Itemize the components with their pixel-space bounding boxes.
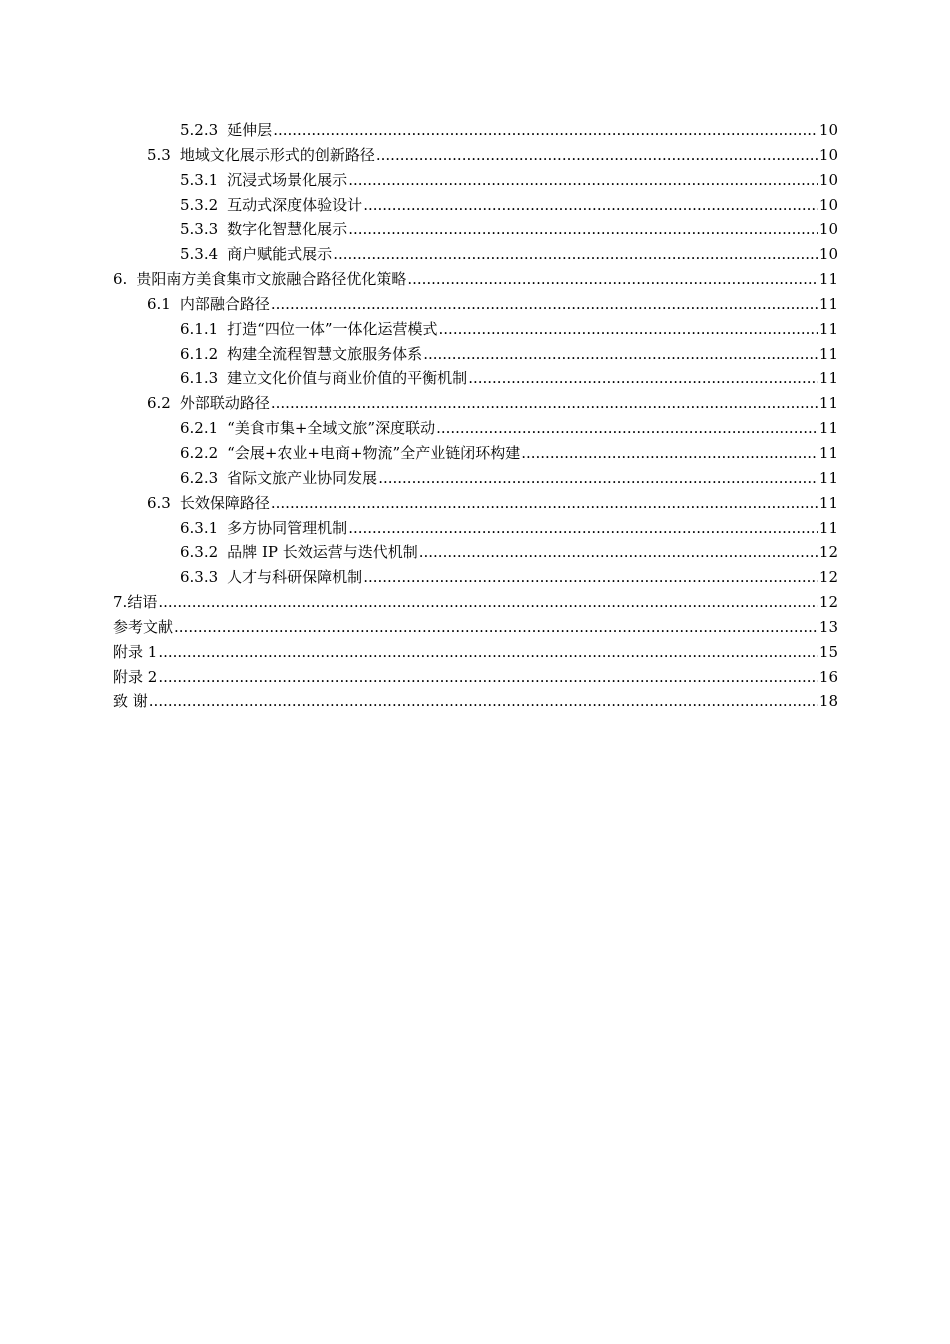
toc-entry-title: 人才与科研保障机制: [227, 568, 363, 587]
toc-entry-page-number: 10: [818, 170, 838, 189]
toc-entry-page-number: 11: [818, 369, 838, 388]
toc-entry-title: 沉浸式场景化展示: [227, 170, 348, 189]
toc-dot-leader: [273, 118, 818, 143]
toc-entry[interactable]: [113, 441, 838, 466]
toc-dot-leader: [158, 665, 818, 690]
toc-entry-page-number: 11: [818, 270, 838, 289]
toc-entry-number: 5.3.1: [180, 170, 219, 189]
toc-entry-page-number: 15: [818, 642, 838, 661]
toc-dot-leader: [376, 143, 818, 168]
toc-entry-page-number: 11: [818, 344, 838, 363]
toc-entry-number: 6.3.3: [180, 568, 219, 587]
toc-entry-number: 5.3.2: [180, 195, 219, 214]
toc-entry-title: 附录 1: [113, 642, 158, 661]
toc-entry-number: 6.2: [147, 394, 171, 413]
toc-dot-leader: [158, 590, 818, 615]
table-of-contents: [113, 118, 838, 714]
toc-dot-leader: [439, 317, 818, 342]
toc-entry[interactable]: [113, 640, 838, 665]
toc-entry[interactable]: [113, 342, 838, 367]
toc-entry[interactable]: [113, 565, 838, 590]
toc-entry-page-number: 11: [818, 394, 838, 413]
toc-dot-leader: [419, 540, 818, 565]
toc-entry-title: 地域文化展示形式的创新路径: [179, 145, 375, 164]
toc-entry-title: 延伸层: [227, 121, 273, 139]
toc-entry-number: 6.3: [147, 493, 171, 512]
toc-entry-page-number: 11: [818, 419, 838, 438]
toc-entry-number: 6.2.3: [180, 468, 219, 487]
toc-entry-title: 结语: [127, 593, 158, 612]
toc-dot-leader: [158, 640, 818, 665]
toc-entry-title: 商户赋能式展示: [227, 245, 333, 264]
toc-entry-number: 6.2.2: [180, 443, 219, 462]
toc-entry[interactable]: [113, 118, 838, 143]
toc-entry[interactable]: [113, 366, 838, 391]
toc-entry-page-number: 11: [818, 468, 838, 487]
toc-dot-leader: [149, 689, 818, 714]
toc-dot-leader: [271, 292, 818, 317]
toc-dot-leader: [363, 565, 818, 590]
toc-dot-leader: [378, 466, 818, 491]
toc-entry-page-number: 10: [818, 121, 838, 139]
toc-dot-leader: [436, 416, 818, 441]
toc-entry-page-number: 11: [818, 294, 838, 313]
toc-entry[interactable]: [113, 317, 838, 342]
toc-entry-page-number: 10: [818, 245, 838, 264]
toc-entry-title: 数字化智慧化展示: [227, 220, 348, 239]
toc-entry[interactable]: [113, 416, 838, 441]
toc-entry-title: “美食市集+全域文旅”深度联动: [227, 419, 436, 438]
toc-entry-page-number: 10: [818, 220, 838, 239]
toc-entry[interactable]: [113, 168, 838, 193]
toc-entry[interactable]: [113, 267, 838, 292]
toc-dot-leader: [348, 217, 818, 242]
toc-entry-title: 贵阳南方美食集市文旅融合路径优化策略: [136, 270, 407, 289]
toc-entry[interactable]: [113, 665, 838, 690]
toc-entry-number: 6.1.1: [180, 319, 219, 338]
toc-dot-leader: [407, 267, 818, 292]
toc-entry[interactable]: [113, 217, 838, 242]
toc-entry[interactable]: [113, 391, 838, 416]
toc-dot-leader: [363, 193, 818, 218]
toc-entry[interactable]: [113, 689, 838, 714]
toc-dot-leader: [423, 342, 818, 367]
toc-entry-page-number: 11: [818, 319, 838, 338]
toc-entry-title: 外部联动路径: [179, 394, 270, 413]
toc-dot-leader: [468, 366, 818, 391]
toc-entry-title: 打造“四位一体”一体化运营模式: [227, 319, 438, 338]
toc-dot-leader: [333, 242, 818, 267]
toc-entry[interactable]: [113, 516, 838, 541]
toc-entry-title: 多方协同管理机制: [227, 518, 348, 537]
toc-entry-number: 5.3: [147, 145, 171, 164]
toc-entry-title: 内部融合路径: [179, 294, 270, 313]
toc-entry-number: 7.: [113, 593, 128, 612]
toc-entry-number: 6.2.1: [180, 419, 219, 438]
toc-entry-page-number: 11: [818, 518, 838, 537]
toc-entry-title: 长效保障路径: [179, 493, 270, 512]
toc-entry-title: 省际文旅产业协同发展: [227, 468, 378, 487]
toc-entry-number: 6.: [113, 270, 128, 289]
toc-entry-number: 6.3.2: [180, 543, 219, 562]
toc-entry-page-number: 12: [818, 543, 838, 562]
toc-dot-leader: [271, 391, 818, 416]
toc-entry-page-number: 11: [818, 493, 838, 512]
toc-entry-title: 品牌 IP 长效运营与迭代机制: [227, 543, 418, 562]
toc-entry-number: 5.2.3: [180, 121, 219, 139]
toc-entry-page-number: 12: [818, 568, 838, 587]
toc-entry[interactable]: [113, 193, 838, 218]
toc-entry-number: 6.1: [147, 294, 171, 313]
toc-entry-number: 6.3.1: [180, 518, 219, 537]
toc-entry-page-number: 11: [818, 443, 838, 462]
toc-entry-title: “会展+农业+电商+物流”全产业链闭环构建: [227, 443, 521, 462]
toc-entry-number: 5.3.3: [180, 220, 219, 239]
toc-entry-title: 参考文献: [113, 617, 174, 636]
toc-entry-title: 附录 2: [113, 667, 158, 686]
toc-entry-number: 6.1.3: [180, 369, 219, 388]
toc-entry[interactable]: [113, 540, 838, 565]
toc-entry-number: 5.3.4: [180, 245, 219, 264]
toc-dot-leader: [348, 516, 818, 541]
toc-entry-page-number: 13: [818, 617, 838, 636]
toc-dot-leader: [348, 168, 818, 193]
toc-entry[interactable]: [113, 590, 838, 615]
toc-entry[interactable]: [113, 615, 838, 640]
toc-entry-page-number: 16: [818, 667, 838, 686]
toc-entry[interactable]: [113, 143, 838, 168]
toc-entry[interactable]: [113, 242, 838, 267]
toc-entry[interactable]: [113, 292, 838, 317]
toc-dot-leader: [521, 441, 818, 466]
toc-entry[interactable]: [113, 491, 838, 516]
toc-entry-title: 致 谢: [113, 692, 148, 711]
toc-dot-leader: [174, 615, 818, 640]
toc-entry-number: 6.1.2: [180, 344, 219, 363]
toc-entry[interactable]: [113, 466, 838, 491]
toc-entry-title: 建立文化价值与商业价值的平衡机制: [227, 369, 468, 388]
toc-dot-leader: [271, 491, 818, 516]
toc-entry-page-number: 12: [818, 593, 838, 612]
toc-entry-page-number: 18: [818, 692, 838, 711]
toc-entry-title: 互动式深度体验设计: [227, 195, 363, 214]
toc-entry-title: 构建全流程智慧文旅服务体系: [227, 344, 423, 363]
toc-entry-page-number: 10: [818, 195, 838, 214]
toc-entry-page-number: 10: [818, 145, 838, 164]
